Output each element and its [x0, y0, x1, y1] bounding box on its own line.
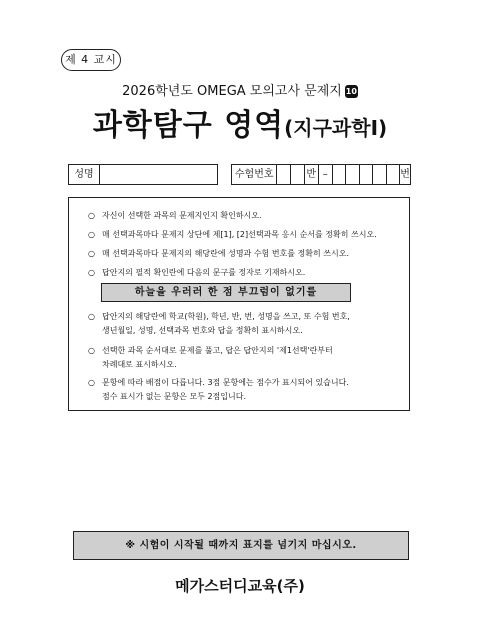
- instruction-item: ○ 자신이 선택한 과목의 문제지인지 확인하시오.: [88, 209, 400, 223]
- bullet-icon: ○: [88, 211, 95, 220]
- exam-period-label: 제 4 교시: [61, 49, 121, 71]
- page-title: [0, 100, 480, 144]
- bullet-icon: ○: [88, 249, 95, 258]
- number-digit-cell[interactable]: [277, 165, 291, 184]
- do-not-turn-notice: ※ 시험이 시작될 때까지 표지를 넘기지 마십시오.: [73, 531, 409, 560]
- exam-subtitle-text: 2026학년도 OMEGA 모의고사 문제지: [122, 84, 342, 99]
- instruction-item: ○ 매 선택과목마다 문제지의 해당란에 성명과 수험 번호를 정확히 쓰시오.: [88, 247, 400, 261]
- title-main: 과학탐구 영역: [92, 108, 285, 143]
- exam-number-box: [231, 164, 411, 185]
- bullet-icon: ○: [88, 230, 95, 239]
- title-sub: (지구과학Ⅰ): [284, 116, 388, 140]
- number-digit-cell[interactable]: [346, 165, 360, 184]
- number-dash: –: [319, 165, 333, 184]
- number-digit-cell[interactable]: [373, 165, 387, 184]
- instruction-item: ○ 답안지의 필적 확인란에 다음의 문구를 정자로 기재하시오.: [88, 266, 400, 280]
- instruction-item: ○ 선택한 과목 순서대로 문제를 풀고, 답은 답안지의 '제1선택'란부터 차례대로 표시하시오.: [88, 344, 400, 372]
- bullet-icon: ○: [88, 312, 95, 321]
- publisher-name: 메가스터디교육(주): [175, 577, 305, 595]
- pledge-phrase: 하늘을 우러러 한 점 부끄럼이 없기를: [101, 283, 351, 302]
- seat-label: 번: [400, 169, 410, 180]
- exam-subtitle: [0, 80, 480, 99]
- class-label: 반: [305, 165, 320, 184]
- bullet-icon: ○: [88, 268, 95, 277]
- instruction-item: ○ 매 선택과목마다 문제지 상단에 제[1], [2]선택과목 응시 순서를 정확히 쓰시오.: [88, 228, 400, 242]
- number-digit-cell[interactable]: [333, 165, 347, 184]
- bullet-icon: ○: [88, 378, 95, 387]
- number-digit-cell[interactable]: [360, 165, 374, 184]
- booklet-number-badge: 10: [345, 87, 357, 96]
- name-label: 성명: [69, 165, 100, 184]
- name-box: [68, 164, 218, 185]
- number-digit-cell[interactable]: [291, 165, 305, 184]
- exam-number-label: 수험번호: [232, 165, 277, 184]
- instruction-item: ○ 답안지의 해당란에 학교(학원), 학년, 반, 번, 성명을 쓰고, 또 수험 번호, 생년월일, 성명, 선택과목 번호와 답을 정확히 표시하시오.: [88, 310, 400, 338]
- instruction-item: ○ 문항에 따라 배점이 다릅니다. 3점 문항에는 점수가 표시되어 있습니다. 점수 표시가 없는 문항은 모두 2점입니다.: [88, 376, 400, 404]
- name-field[interactable]: [100, 165, 217, 184]
- bullet-icon: ○: [88, 346, 95, 355]
- number-digit-cell[interactable]: [387, 165, 401, 184]
